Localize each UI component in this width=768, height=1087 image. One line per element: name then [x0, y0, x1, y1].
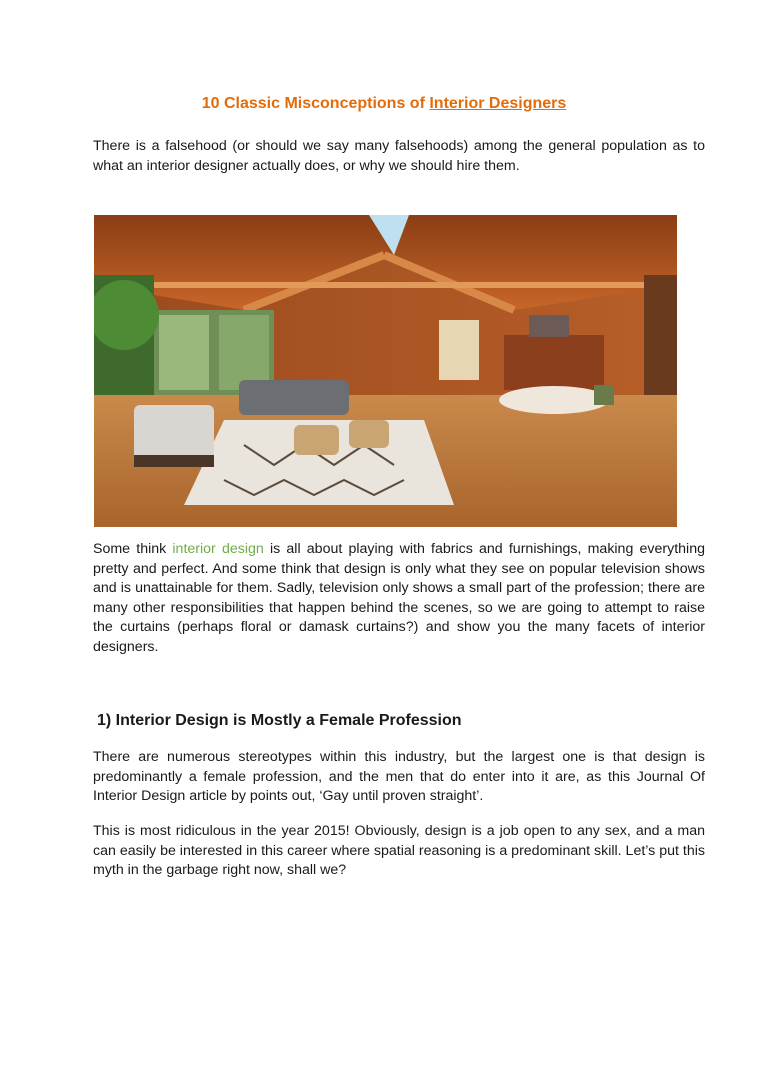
- body-paragraph-2: [93, 540, 705, 657]
- page-title: [0, 95, 768, 113]
- para2-text-after: is all about playing with fabrics and furnishings, making everything pretty and perfect. And some think that design is only what they see on popular television shows and is unattainable for them. Sadly, television only shows a small part of the profession; there are many other responsibilities that happen behind the scenes, so we are going to attempt to raise the curtains (perhaps floral or damask curtains?) and show you the many facets of interior designers.: [93, 541, 705, 655]
- section1-paragraph-1: There are numerous stereotypes within this industry, but the largest one is that design is predominantly a female profession, and the men that do enter into it are, as this Journal Of Interior Design article by points out, ‘Gay until proven straight’.: [93, 749, 705, 804]
- section1-paragraph-2: This is most ridiculous in the year 2015! Obviously, design is a job open to any sex, and a man can easily be interested in this career where spatial reasoning is a predominant skill. Let’s put this myth in the garbage right now, shall we?: [93, 823, 705, 878]
- intro-paragraph: There is a falsehood (or should we say many falsehoods) among the general population as to what an interior designer actually does, or why we should hire them.: [93, 138, 705, 174]
- section-heading-1: 1) Interior Design is Mostly a Female Profession: [97, 712, 462, 729]
- para2-text-before: Some think: [93, 541, 173, 557]
- interior-design-link[interactable]: interior design: [172, 541, 264, 557]
- title-text: 10 Classic Misconceptions of: [201, 95, 430, 112]
- title-link[interactable]: Interior Designers: [429, 95, 567, 112]
- interior-photo: [94, 215, 677, 527]
